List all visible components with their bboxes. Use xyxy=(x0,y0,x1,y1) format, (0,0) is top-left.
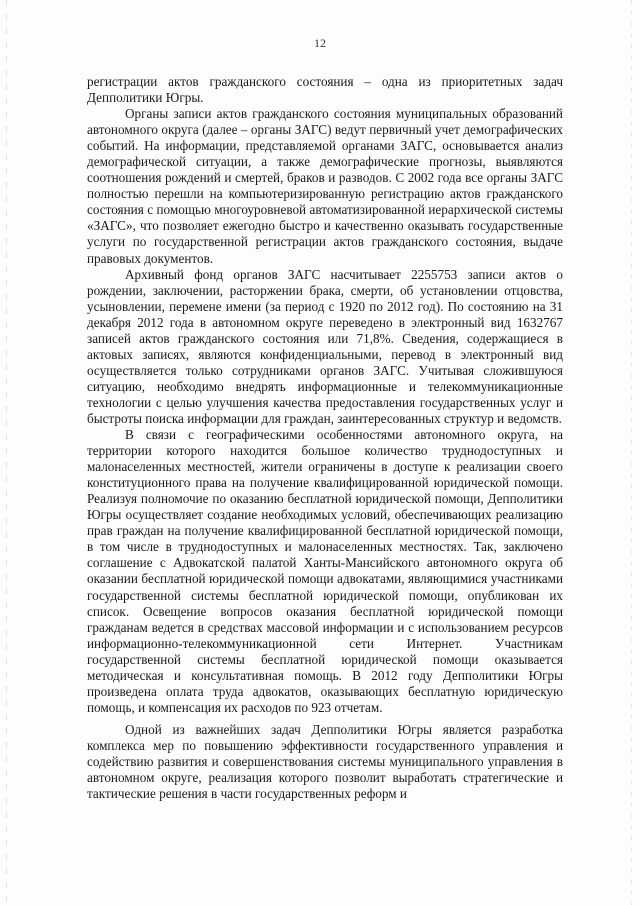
page-number: 12 xyxy=(314,36,326,50)
scan-edge-left xyxy=(6,0,7,905)
paragraph-1: регистрации актов гражданского состояния – одна из приоритетных задач Депполитики Югры. xyxy=(87,74,563,106)
paragraph-3: Архивный фонд органов ЗАГС насчитывает 2255753 записи актов о рождении, заключении, расторжении брака, смерти, об установлении отцовства, усыновлении, перемене имени (за период с 1920 по 2012 год). По состоянию на 31 декабря 2012 года в автономном округе переведено в электронный вид 1632767 записей актов гражданского состояния или 71,8%. Сведения, содержащиеся в актовых записях, являются конфиденциальными, перевод в электронный вид осуществляется только сотрудниками органов ЗАГС. Учитывая сложившуюся ситуацию, необходимо внедрять информационные и телекоммуникационные технологии с целью улучшения качества предоставления государственных услуг и быстроты поиска информации для граждан, заинтересованных структур и ведомств. xyxy=(87,266,563,426)
scan-edge-right xyxy=(631,0,632,905)
body-text xyxy=(87,74,563,802)
paragraph-5: Одной из важнейших задач Депполитики Югры является разработка комплекса мер по повышению эффективности государственного управления и содействию развития и совершенствования системы муниципального управления в автономном округе, реализация которого позволит выработать стратегические и тактические решения в части государственных реформ и xyxy=(87,721,563,802)
paragraph-4: В связи с географическими особенностями автономного округа, на территории которого находится большое количество труднодоступных и малонаселенных местностей, жители ограничены в доступе к реализации своего конституционного права на получение квалифицированной юридической помощи. Реализуя полномочие по оказанию бесплатной юридической помощи, Депполитики Югры осуществляет создание необходимых условий, обеспечивающих реализацию прав граждан на получение квалифицированной бесплатной юридической помощи, в том числе в труднодоступных и малонаселенных местностях. Так, заключено соглашение с Адвокатской палатой Ханты-Мансийского автономного округа об оказании бесплатной юридической помощи адвокатами, являющимися участниками государственной системы бесплатной юридической помощи, опубликован их список. Освещение вопросов оказания бесплатной юридической помощи гражданам ведется в средствах массовой информации и с использованием ресурсов информационно-телекоммуникационной сети Интернет. Участникам государственной системы бесплатной юридической помощи оказывается методическая и консультативная помощь. В 2012 году Депполитики Югры произведена оплата труда адвокатов, оказывающих бесплатную юридическую помощь, и компенсация их расходов по 923 отчетам. xyxy=(87,427,563,715)
paragraph-2: Органы записи актов гражданского состояния муниципальных образований автономного округа (далее – органы ЗАГС) ведут первичный учет демографических событий. На информации, представляемой органами ЗАГС, основывается анализ демографической ситуации, а также демографические прогнозы, выявляются соотношения рождений и смертей, браков и разводов. С 2002 года все органы ЗАГС полностью перешли на компьютеризированную регистрацию актов гражданского состояния с помощью многоуровневой автоматизированной иерархической системы «ЗАГС», что позволяет ежегодно быстро и качественно оказывать государственные услуги по государственной регистрации актов гражданского состояния, выдаче правовых документов. xyxy=(87,106,563,266)
